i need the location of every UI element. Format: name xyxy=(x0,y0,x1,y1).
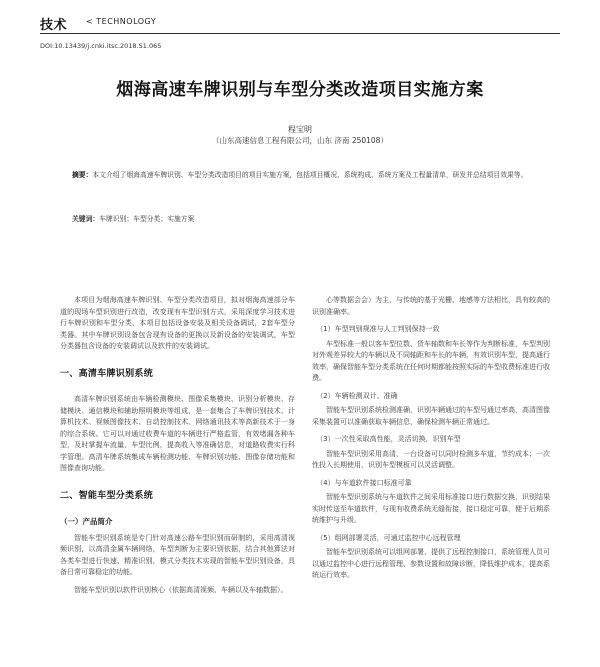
keywords-text: 车牌识别；车型分类；实施方案 xyxy=(99,215,195,223)
journal-section-label: 技术 xyxy=(40,18,68,33)
feature-1-title: （1）车型判别规准与人工判别保持一致 xyxy=(316,325,440,333)
journal-section-sublabel: < TECHNOLOGY xyxy=(86,17,157,26)
feature-4-body: 智能车型识别系统与车道软件之间采用标准接口进行数据交换，识别结果实时传送至车道软件，与现有收费系统无缝衔接，接口稳定可靠，便于后期系统维护与升级。 xyxy=(312,493,550,524)
section-heading-1: 一、高清车牌识别系统 xyxy=(60,368,154,379)
feature-4-title: （4）与车道软件接口标准可靠 xyxy=(316,478,412,487)
subsection-1-body: 智能车型识别系统是专门针对高速公路车型识别而研制的，采用高清视频识别，以高清金属车辆网络，车型判断为主要识别依据，结合其他算法对各类车型进行快速、精准识别，模式分类技术实现的智能车型识别设备，具备日常可靠稳定的功能。 xyxy=(60,533,295,576)
subsection-1-tail: 智能车型识别以软件识别核心（依据高清视频、车辆以及车轴数据）。 xyxy=(74,585,288,594)
abstract xyxy=(72,170,538,181)
author: 程宝明 xyxy=(288,125,312,134)
feature-3-title: （3）一次性采取高性能，灵活切换，识别车型 xyxy=(316,435,461,443)
feature-5-title: （5）组网部署灵活，可通过监控中心远程管理 xyxy=(316,533,461,542)
right-intro: 心等数据会会）为主，与传统的基于光栅、地感等方法相比，具有较高的识别准确率。 xyxy=(312,296,550,316)
abstract-text: 本文介绍了烟海高速车牌识别、车型分类改造项目的项目实施方案，包括项目概况、系统构成、系统方案及工程量清单，研发并总结项目效果等。 xyxy=(92,171,528,179)
feature-1-body: 车型标准一般以客车型位数、货车轴数和车长等作为判断标准，车型判别对外观差异较大的车辆以及不同轴距和车长的车辆，有效识别车型，提高通行效率，确保智能车型分类系统在任何时期都能按照实际的车型收费标准进行收费。 xyxy=(312,339,550,382)
feature-3-body: 智能车型识别采用高清，一台设备可以同时检测多车道，节约成本；一次性投入长期使用，识别车型模板可以灵活调整。 xyxy=(312,449,550,469)
keywords-label: 关键词： xyxy=(72,215,100,223)
left-column xyxy=(60,295,295,602)
section-1-body: 高清车牌识别系统由车辆检测模块、图像采集模块、识别分析模块、存储模块、通信模块和辅助照明模块等组成，是一套集合了车牌识别技术、计算机技术、视频图像技术、自动控制技术、网络通讯技术等高新技术于一身的综合系统。它可以对通过收费车道的车辆进行严格监管，有效堵漏各种车型，及时掌握车流量、车型比例，提高收入等准确信息，对道路收费实行科学管理。高清车牌系统集成车辆检测功能、车牌识别功能、图像存储功能和图像查询功能。 xyxy=(60,395,295,472)
feature-2-title: （2）车辆检测双计、准确 xyxy=(316,391,398,400)
paper-title: 烟海高速车牌识别与车型分类改造项目实施方案 xyxy=(116,80,484,100)
intro-paragraph: 本项目为烟海高速车牌识别、车型分类改造项目，拟对烟海高速部分车道的现场车型识别进行改造，改变现有车型识别方式，采用深度学习技术进行车牌识别和车型分类，本项目包括设备安装及相关设备调试，2套车型分类器。其中车牌识别设备包含现有设备的更换以及新设备的安装调试，车型分类器包含设备的安装调试以及软件的安装调试。 xyxy=(60,296,295,350)
right-column xyxy=(312,295,550,588)
header-rule xyxy=(40,33,560,34)
doi: DOI:10.13439/j.cnki.itsc.2018.S1.065 xyxy=(40,42,162,50)
feature-5-body: 智能车型识别系统可以组网部署，提供了远程控制接口，系统管理人员可以通过监控中心进行远程管理、参数设置和故障诊断，降低维护成本，提高系统运行效率。 xyxy=(312,548,550,579)
affiliation: （山东高速信息工程有限公司，山东 济南 250108） xyxy=(212,136,388,145)
section-heading-2: 二、智能车型分类系统 xyxy=(60,490,154,501)
subsection-heading-1: （一）产品简介 xyxy=(60,517,113,526)
keywords xyxy=(72,213,538,223)
abstract-label: 摘要： xyxy=(72,171,93,179)
feature-2-body: 智能车型识别系统检测准确，识别车辆通过的车型号通过率高，高清图像采集装置可以准确获取车辆信息，确保检测车辆正常通过。 xyxy=(312,406,550,426)
